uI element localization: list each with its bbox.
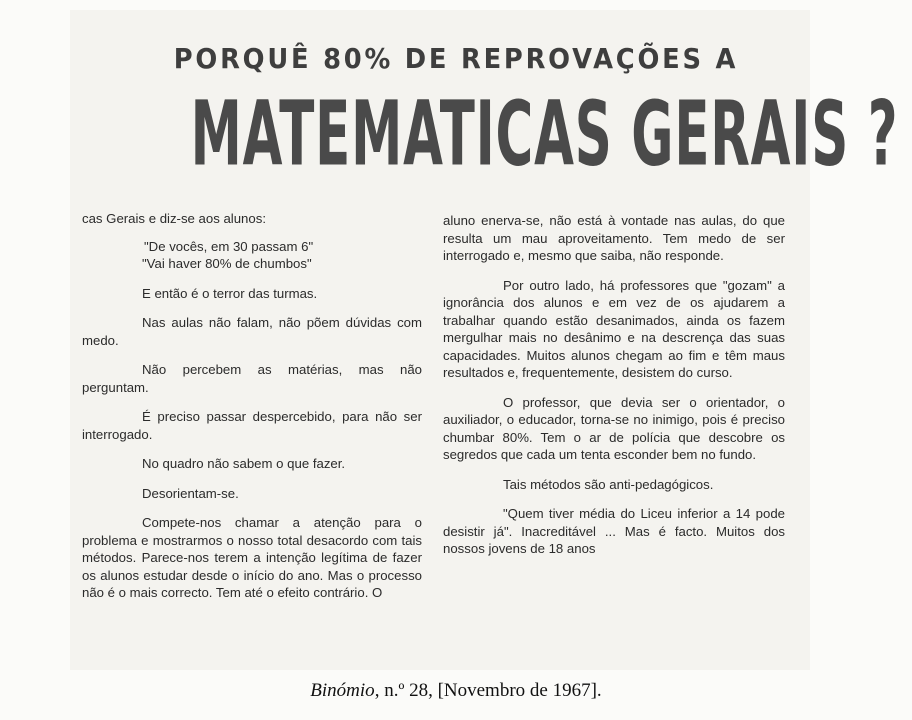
- publication-name: Binómio: [310, 680, 375, 701]
- left-paragraph-8: Compete-nos chamar a atenção para o problema e mostrarmos o nosso total desacordo com tais métodos. Parece-nos terem a intenção legítima de fazer os alunos estudar desde o início do ano. Mas o processo não é o mais correcto. Tem até o efeito contrário. O: [82, 515, 422, 600]
- right-paragraph-5: "Quem tiver média do Liceu inferior a 14 pode desistir já". Inacreditável ... Mas é facto. Muitos dos nossos jovens de 18 anos: [443, 506, 785, 556]
- article-subtitle: PORQUÊ 80% DE REPROVAÇÕES A: [173, 42, 739, 75]
- left-paragraph-5: É preciso passar despercebido, para não ser interrogado.: [82, 409, 422, 442]
- right-paragraph-3: O professor, que devia ser o orientador, o auxiliador, o educador, torna-se no inimigo, pois é preciso chumbar 80%. Tem o ar de polícia que descobre os segredos que cada um tenta esconder bem no fundo.: [443, 394, 785, 462]
- article-title: MATEMATICAS GERAIS ?: [190, 82, 899, 186]
- publication-details: , n.º 28, [Novembro de 1967].: [374, 680, 602, 701]
- left-paragraph-4: Não percebem as matérias, mas não perguntam.: [82, 362, 422, 395]
- right-column: [443, 212, 785, 667]
- quote-2: "Vai haver 80% de chumbos": [142, 256, 312, 271]
- right-paragraph-1: aluno enerva-se, não está à vontade nas aulas, do que resulta um mau aproveitamento. Tem medo de ser interrogado e, mesmo que saiba, não responde.: [443, 213, 785, 263]
- left-paragraph-7: Desorientam-se.: [142, 485, 239, 501]
- left-column: [82, 210, 422, 670]
- left-paragraph-3: Nas aulas não falam, não põem dúvidas com medo.: [82, 315, 422, 348]
- right-paragraph-2: Por outro lado, há professores que "gozam" a ignorância dos alunos e em vez de os ajudarem a trabalhar quando estão desanimados, ainda os fazem mergulhar mais no desânimo e na descrença das suas capacidades. Muitos alunos chegam ao fim e têm maus resultados e, frequentemente, desistem do curso.: [443, 277, 785, 380]
- right-paragraph-4: Tais métodos são anti-pedagógicos.: [503, 476, 714, 492]
- source-caption: [0, 680, 912, 702]
- left-paragraph-2: E então é o terror das turmas.: [142, 285, 318, 301]
- quote-1: "De vocês, em 30 passam 6": [144, 238, 314, 254]
- left-paragraph-6: No quadro não sabem o que fazer.: [142, 456, 346, 471]
- left-paragraph-1: cas Gerais e diz-se aos alunos:: [82, 211, 266, 226]
